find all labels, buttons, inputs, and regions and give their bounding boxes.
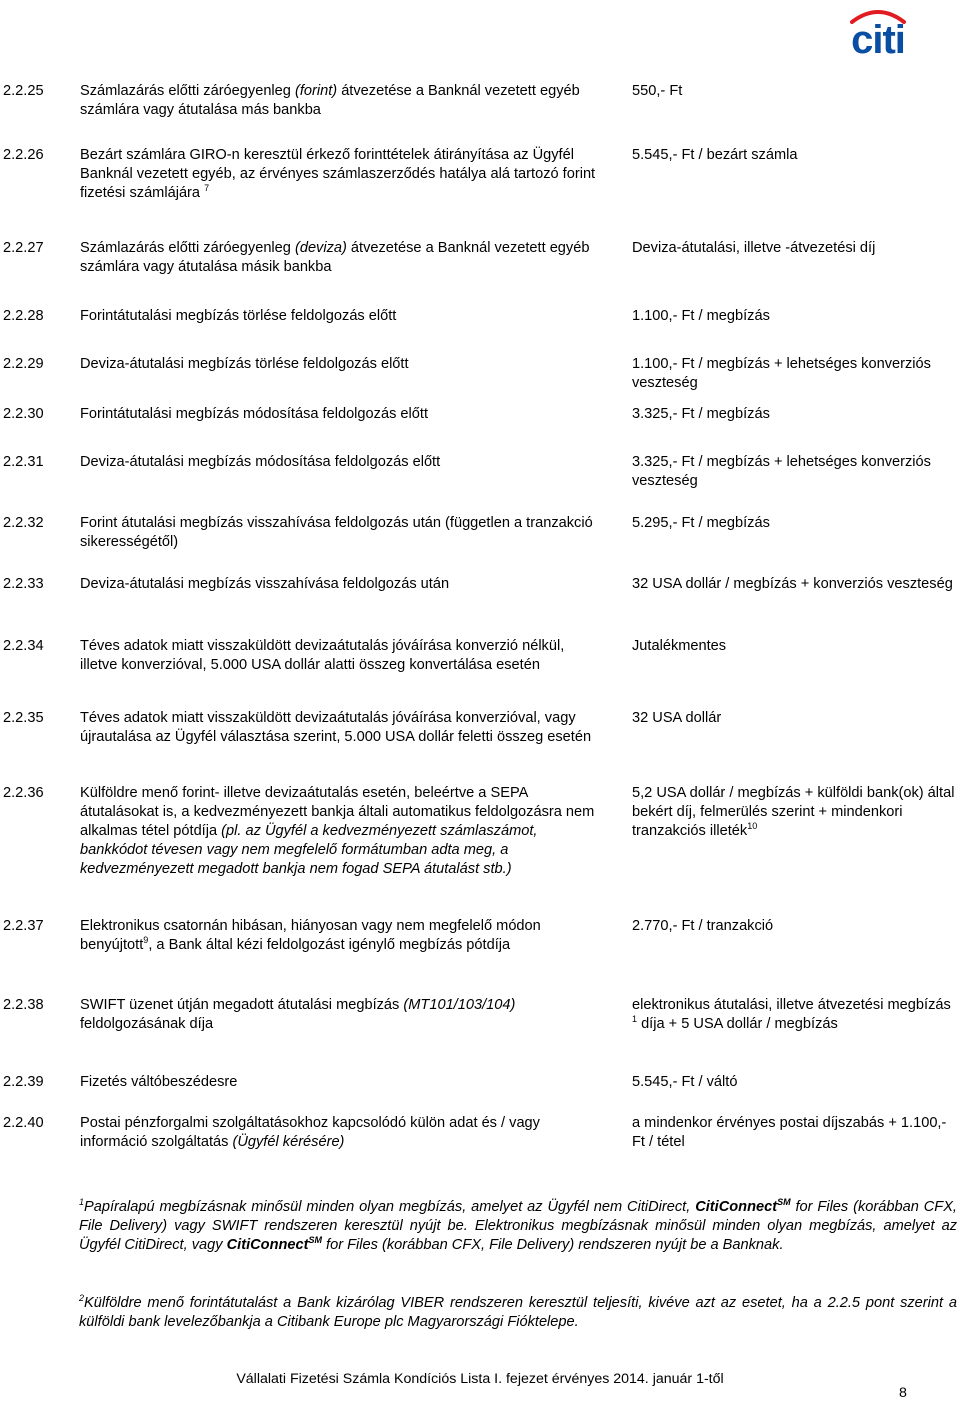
row-fee <box>632 637 958 656</box>
row-number: 2.2.40 <box>3 1115 44 1131</box>
row-description <box>80 146 600 203</box>
row-number: 2.2.27 <box>3 240 44 256</box>
row-description <box>80 709 600 747</box>
text-segment: (pl. az Ügyfél a kedvezményezett számlaszámot, bankkódot tévesen vagy nem megfelelő formátumban adta meg, a kedvezményezett megadott bankja nem fogad SEPA átutalást stb.) <box>80 823 538 877</box>
text-segment: Külföldre menő forintátutalást a Bank kizárólag VIBER rendszeren keresztül teljesíti, kivéve azt az esetet, ha a 2.2.5 pont szerint a külföldi bank levelezőbankja a Citibank Europe plc Magyarországi Fióktelepe. <box>79 1295 957 1330</box>
footnote <box>79 1294 957 1332</box>
text-segment: 5.295,- Ft / megbízás <box>632 515 770 531</box>
text-segment: Deviza-átutalási megbízás visszahívása feldolgozás után <box>80 576 450 592</box>
text-segment: Forintátutalási megbízás módosítása feldolgozás előtt <box>80 406 429 422</box>
text-segment: Forintátutalási megbízás törlése feldolgozás előtt <box>80 308 397 324</box>
row-description <box>80 784 600 879</box>
text-segment: 32 USA dollár <box>632 710 722 726</box>
row-description <box>80 637 600 675</box>
text-segment: (forint) <box>294 83 338 99</box>
text-segment: (MT101/103/104) <box>403 997 516 1013</box>
superscript-ref: 9 <box>143 935 149 946</box>
row-description <box>80 239 600 277</box>
row-fee <box>632 453 958 491</box>
row-description <box>80 82 600 120</box>
row-fee <box>632 917 958 936</box>
text-segment: 32 USA dollár / megbízás + konverziós veszteség <box>632 576 953 592</box>
row-number: 2.2.38 <box>3 997 44 1013</box>
row-description <box>80 514 600 552</box>
row-description <box>80 453 600 472</box>
text-segment: Bezárt számlára GIRO-n keresztül érkező forinttételek átirányítása az Ügyfél Banknál vezetett egyéb, az érvényes számlaszerződés hatálya alá tartozó forint fizetési számlájára <box>80 147 596 201</box>
row-description <box>80 1073 600 1092</box>
row-fee <box>632 239 958 258</box>
row-number: 2.2.34 <box>3 638 44 654</box>
superscript-ref: 10 <box>747 821 758 832</box>
text-segment: (Ügyfél kérésére) <box>232 1134 345 1150</box>
text-segment: 3.325,- Ft / megbízás <box>632 406 770 422</box>
row-number: 2.2.30 <box>3 406 44 422</box>
text-segment: for Files (korábban CFX, File Delivery) rendszeren nyújt be a Banknak. <box>322 1237 784 1253</box>
row-fee <box>632 514 958 533</box>
text-segment: feldolgozásának díja <box>80 1016 214 1032</box>
text-segment: 3.325,- Ft / megbízás + lehetséges konverziós veszteség <box>632 454 931 489</box>
text-segment: Papíralapú megbízásnak minősül minden olyan megbízás, amelyet az Ügyfél nem CitiDirect, <box>84 1199 696 1215</box>
text-segment: 1.100,- Ft / megbízás <box>632 308 770 324</box>
superscript-ref: 1 <box>632 1014 638 1025</box>
text-segment: Deviza-átutalási megbízás módosítása feldolgozás előtt <box>80 454 441 470</box>
row-number: 2.2.33 <box>3 576 44 592</box>
text-segment: 5,2 USA dollár / megbízás + külföldi bank(ok) által bekért díj, felmerülés szerint + mindenkori tranzakciós illeték <box>632 785 955 839</box>
row-number: 2.2.35 <box>3 710 44 726</box>
text-segment: for Files (korábban CFX, File Delivery) vagy SWIFT rendszeren keresztül nyújt be. Elektronikus megbízásnak minősül minden olyan megbízás, amelyet az Ügyfél CitiDirect, vagy <box>79 1199 957 1253</box>
row-number: 2.2.37 <box>3 918 44 934</box>
text-segment: Számlazárás előtti záróegyenleg <box>80 83 295 99</box>
text-segment: Postai pénzforgalmi szolgáltatásokhoz kapcsolódó külön adat és / vagy információ szolgáltatás <box>80 1115 540 1150</box>
text-segment: átvezetése a Banknál vezetett egyéb számlára vagy átutalása más bankba <box>80 83 580 118</box>
text-segment: (deviza) <box>294 240 347 256</box>
row-description <box>80 996 600 1034</box>
text-segment: Forint átutalási megbízás visszahívása feldolgozás után (független a tranzakció sikerességétől) <box>80 515 593 550</box>
superscript-ref: 2 <box>79 1293 85 1304</box>
row-fee <box>632 1073 958 1092</box>
row-number: 2.2.39 <box>3 1074 44 1090</box>
text-segment: elektronikus átutalási, illetve átvezetési megbízás <box>632 997 951 1013</box>
superscript-ref: SM <box>777 1197 791 1208</box>
row-fee <box>632 307 958 326</box>
row-description <box>80 575 600 594</box>
svg-text:citi: citi <box>851 18 905 56</box>
row-description <box>80 917 600 955</box>
text-segment: Jutalékmentes <box>632 638 727 654</box>
row-fee <box>632 1114 958 1152</box>
text-segment: 1.100,- Ft / megbízás + lehetséges konverziós veszteség <box>632 356 931 391</box>
footnote <box>79 1198 957 1255</box>
row-fee <box>632 355 958 393</box>
text-segment: díja + 5 USA dollár / megbízás <box>637 1016 838 1032</box>
text-segment: Számlazárás előtti záróegyenleg <box>80 240 295 256</box>
text-segment: 5.545,- Ft / váltó <box>632 1074 738 1090</box>
text-segment: , a Bank által kézi feldolgozást igénylő megbízás pótdíja <box>148 937 511 953</box>
row-number: 2.2.36 <box>3 785 44 801</box>
row-number: 2.2.31 <box>3 454 44 470</box>
row-number: 2.2.32 <box>3 515 44 531</box>
row-description <box>80 405 600 424</box>
row-fee <box>632 575 958 594</box>
text-segment: Téves adatok miatt visszaküldött devizaátutalás jóváírása konverzió nélkül, illetve konverzióval, 5.000 USA dollár alatti összeg konvertálása esetén <box>80 638 565 673</box>
text-segment: 550,- Ft <box>632 83 683 99</box>
row-number: 2.2.25 <box>3 83 44 99</box>
text-segment: SWIFT üzenet útján megadott átutalási megbízás <box>80 997 404 1013</box>
row-description <box>80 355 600 374</box>
superscript-ref: SM <box>308 1235 322 1246</box>
superscript-ref: 1 <box>79 1197 85 1208</box>
row-description <box>80 307 600 326</box>
text-segment: 2.770,- Ft / tranzakció <box>632 918 774 934</box>
text-segment: CitiConnect <box>226 1237 309 1253</box>
text-segment: Elektronikus csatornán hibásan, hiányosan vagy nem megfelelő módon benyújtott <box>80 918 541 953</box>
text-segment: Deviza-átutalási megbízás törlése feldolgozás előtt <box>80 356 409 372</box>
text-segment: CitiConnect <box>695 1199 778 1215</box>
page-footer: Vállalati Fizetési Számla Kondíciós Lista I. fejezet érvényes 2014. január 1-től <box>236 1371 724 1387</box>
row-number: 2.2.26 <box>3 147 44 163</box>
row-description <box>80 1114 600 1152</box>
row-number: 2.2.29 <box>3 356 44 372</box>
row-fee <box>632 82 958 101</box>
text-segment: átvezetése a Banknál vezetett egyéb számlára vagy átutalása másik bankba <box>80 240 590 275</box>
row-fee <box>632 146 958 165</box>
row-fee <box>632 996 958 1034</box>
row-fee <box>632 784 958 841</box>
text-segment: Fizetés váltóbeszédesre <box>80 1074 238 1090</box>
text-segment: a mindenkor érvényes postai díjszabás + 1.100,- Ft / tétel <box>632 1115 947 1150</box>
text-segment: Téves adatok miatt visszaküldött devizaátutalás jóváírása konverzióval, vagy újrautalása az Ügyfél választása szerint, 5.000 USA dollár feletti összeg esetén <box>80 710 592 745</box>
superscript-ref: 7 <box>204 183 210 194</box>
text-segment: 5.545,- Ft / bezárt számla <box>632 147 798 163</box>
text-segment: Deviza-átutalási, illetve -átvezetési díj <box>632 240 876 256</box>
row-number: 2.2.28 <box>3 308 44 324</box>
citi-logo <box>838 6 918 56</box>
text-segment: Külföldre menő forint- illetve devizaátutalás esetén, beleértve a SEPA átutalásokat is, a kedvezményezett bankja általi automatikus feldolgozásra nem alkalmas tétel pótdíja <box>80 785 595 839</box>
row-fee <box>632 709 958 728</box>
row-fee <box>632 405 958 424</box>
page-number: 8 <box>899 1385 907 1401</box>
